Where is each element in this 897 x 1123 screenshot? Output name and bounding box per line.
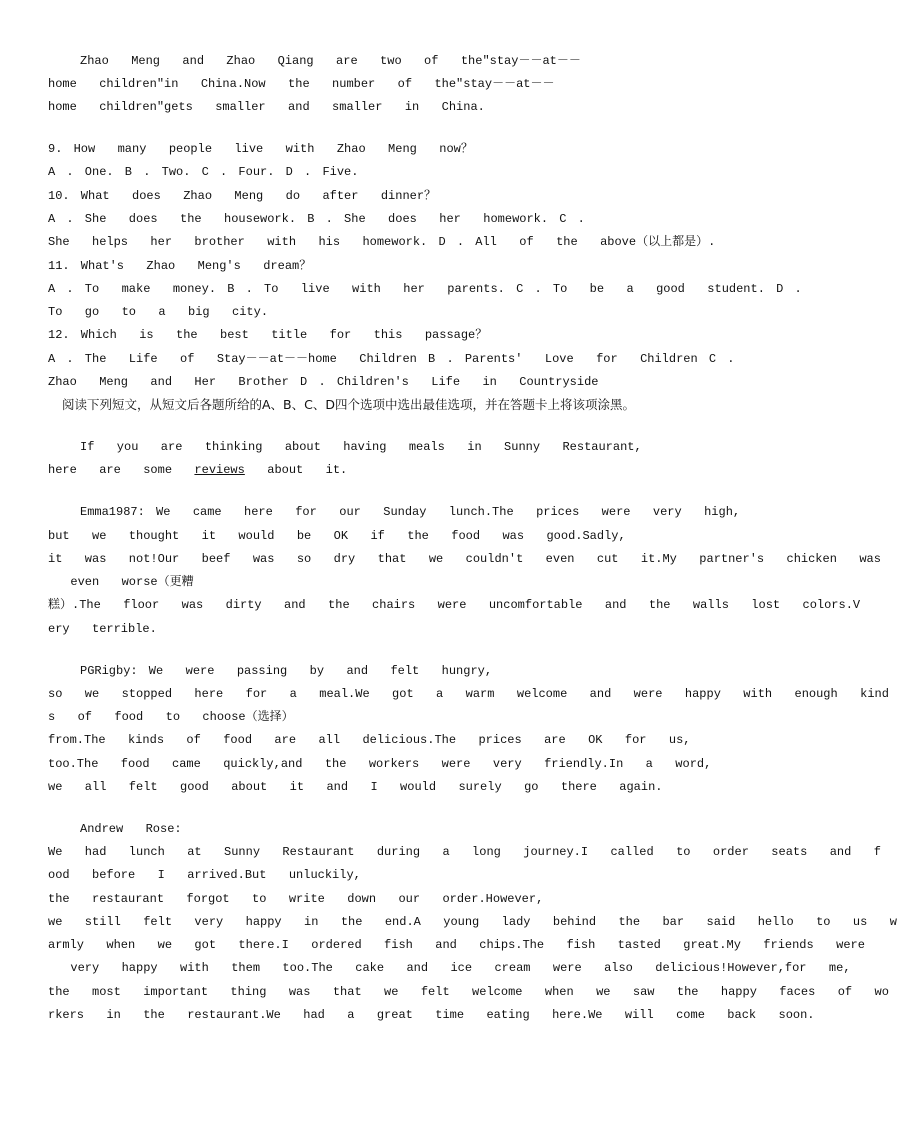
review-andrew-line: the restaurant forgot to write down our order.However,	[48, 892, 544, 906]
review-andrew-line: Andrew Rose:	[80, 822, 182, 836]
review-emma-line: but we thought it would be OK if the food was good.Sadly,	[48, 529, 626, 543]
review-andrew-line: we still felt very happy in the end.A young lady behind the bar said hello to us w	[48, 915, 897, 929]
intro-line	[48, 462, 748, 478]
review-pgrigby-line: too.The food came quickly,and the workers were very friendly.In a word,	[48, 757, 712, 771]
review-andrew-line: the most important thing was that we felt welcome when we saw the happy faces of wo	[48, 985, 889, 999]
intro-line: If you are thinking about having meals in Sunny Restaurant,	[80, 440, 642, 454]
review-andrew-line: rkers in the restaurant.We had a great time eating here.We will come back soon.	[48, 1008, 815, 1022]
passage-line: home children"in China.Now the number of the"stay－－at－－	[48, 77, 555, 91]
review-andrew-line: ood before I arrived.But unluckily,	[48, 868, 361, 882]
review-emma-line: it was not!Our beef was so dry that we couldn't even cut it.My partner's chicken was	[48, 552, 881, 566]
review-andrew-line: very happy with them too.The cake and ice cream were also delicious!However,for me,	[48, 961, 851, 975]
review-emma-line: 糕）.The floor was dirty and the chairs were uncomfortable and the walls lost colors.V	[48, 598, 861, 612]
question-10-options: A . She does the housework. B . She does her homework. C .	[48, 212, 585, 226]
question-9-stem: 9. How many people live with Zhao Meng now？	[48, 142, 473, 156]
review-pgrigby-line: from.The kinds of food are all delicious.The prices are OK for us,	[48, 733, 691, 747]
review-pgrigby-line: we all felt good about it and I would surely go there again.	[48, 780, 663, 794]
question-11-options: A . To make money. B . To live with her parents. C . To be a good student. D .	[48, 282, 802, 296]
review-emma-line: ery terrible.	[48, 622, 157, 636]
question-11-stem: 11. What's Zhao Meng's dream？	[48, 259, 312, 273]
review-andrew-line: armly when we got there.I ordered fish and chips.The fish tasted great.My friends were	[48, 938, 865, 952]
intro-text: here are some	[48, 463, 195, 477]
review-andrew-line: We had lunch at Sunny Restaurant during a long journey.I called to order seats and f	[48, 845, 881, 859]
intro-text: about it.	[244, 463, 348, 477]
question-9-options: A . One. B . Two. C . Four. D . Five.	[48, 165, 359, 179]
review-pgrigby-line: so we stopped here for a meal.We got a warm welcome and were happy with enough kind	[48, 687, 889, 701]
question-11-options: To go to a big city.	[48, 305, 269, 319]
question-12-options: A . The Life of Stay－－at－－home Children B . Parents' Love for Children C .	[48, 352, 735, 366]
passage-line: Zhao Meng and Zhao Qiang are two of the"stay－－at－－	[80, 54, 581, 68]
review-emma-line: Emma1987: We came here for our Sunday lunch.The prices were very high,	[80, 505, 741, 519]
question-12-options: Zhao Meng and Her Brother D . Children's Life in Countryside	[48, 375, 599, 389]
underlined-word-reviews: reviews	[194, 463, 245, 477]
reading-instruction: 阅读下列短文，从短文后各题所给的A、B、C、D四个选项中选出最佳选项，并在答题卡上将该项涂黑。	[62, 397, 635, 412]
review-emma-line: even worse（更糟	[48, 575, 194, 589]
passage-line: home children"gets smaller and smaller in China.	[48, 100, 485, 114]
question-10-stem: 10. What does Zhao Meng do after dinner？	[48, 189, 437, 203]
review-pgrigby-line: PGRigby: We were passing by and felt hungry,	[80, 664, 493, 678]
question-12-stem: 12. Which is the best title for this passage？	[48, 328, 488, 342]
review-pgrigby-line: s of food to choose（选择）	[48, 710, 294, 724]
question-10-options: She helps her brother with his homework. D . All of the above（以上都是）.	[48, 235, 716, 249]
